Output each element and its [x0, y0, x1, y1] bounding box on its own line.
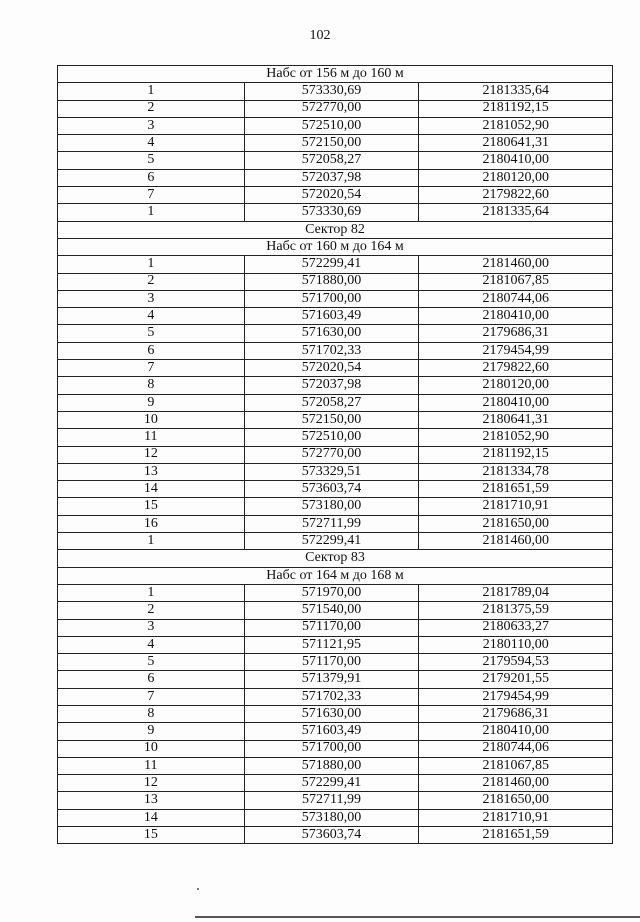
y-coordinate-cell: 2180410,00 — [419, 152, 613, 169]
table-row — [58, 325, 613, 342]
x-coordinate-cell: 573330,69 — [244, 204, 419, 221]
point-number-cell: 6 — [58, 671, 245, 688]
table-row — [58, 204, 613, 221]
table-row — [58, 688, 613, 705]
point-number-cell: 12 — [58, 775, 245, 792]
x-coordinate-cell: 571170,00 — [244, 619, 419, 636]
point-number-cell: 15 — [58, 498, 245, 515]
y-coordinate-cell: 2181650,00 — [419, 792, 613, 809]
x-coordinate-cell: 571603,49 — [244, 723, 419, 740]
x-coordinate-cell: 571700,00 — [244, 740, 419, 757]
y-coordinate-cell: 2181335,64 — [419, 83, 613, 100]
y-coordinate-cell: 2180744,06 — [419, 740, 613, 757]
point-number-cell: 2 — [58, 273, 245, 290]
point-number-cell: 3 — [58, 619, 245, 636]
x-coordinate-cell: 572037,98 — [244, 377, 419, 394]
point-number-cell: 3 — [58, 290, 245, 307]
point-number-cell: 13 — [58, 792, 245, 809]
table-row — [58, 619, 613, 636]
point-number-cell: 12 — [58, 446, 245, 463]
table-row — [58, 290, 613, 307]
table-row — [58, 152, 613, 169]
x-coordinate-cell: 572299,41 — [244, 775, 419, 792]
section-header: Набс от 160 м до 164 м — [58, 238, 613, 255]
y-coordinate-cell: 2181375,59 — [419, 602, 613, 619]
y-coordinate-cell: 2181460,00 — [419, 533, 613, 550]
y-coordinate-cell: 2180120,00 — [419, 169, 613, 186]
point-number-cell: 15 — [58, 827, 245, 844]
point-number-cell: 5 — [58, 654, 245, 671]
x-coordinate-cell: 572020,54 — [244, 360, 419, 377]
table-row — [58, 533, 613, 550]
table-row — [58, 429, 613, 446]
table-row — [58, 377, 613, 394]
table-row — [58, 342, 613, 359]
y-coordinate-cell: 2181067,85 — [419, 273, 613, 290]
y-coordinate-cell: 2179686,31 — [419, 705, 613, 722]
table-row — [58, 671, 613, 688]
table-row — [58, 809, 613, 826]
x-coordinate-cell: 572770,00 — [244, 100, 419, 117]
x-coordinate-cell: 571603,49 — [244, 308, 419, 325]
y-coordinate-cell: 2181460,00 — [419, 775, 613, 792]
point-number-cell: 2 — [58, 602, 245, 619]
table-section-header-row — [58, 66, 613, 83]
point-number-cell: 1 — [58, 533, 245, 550]
table-row — [58, 792, 613, 809]
y-coordinate-cell: 2181651,59 — [419, 481, 613, 498]
table-section-header-row — [58, 221, 613, 238]
point-number-cell: 8 — [58, 377, 245, 394]
x-coordinate-cell: 571540,00 — [244, 602, 419, 619]
point-number-cell: 4 — [58, 308, 245, 325]
x-coordinate-cell: 572037,98 — [244, 169, 419, 186]
section-header: Набс от 156 м до 160 м — [58, 66, 613, 83]
x-coordinate-cell: 572711,99 — [244, 515, 419, 532]
y-coordinate-cell: 2180110,00 — [419, 636, 613, 653]
x-coordinate-cell: 573329,51 — [244, 463, 419, 480]
y-coordinate-cell: 2181710,91 — [419, 498, 613, 515]
y-coordinate-cell: 2179594,53 — [419, 654, 613, 671]
x-coordinate-cell: 571880,00 — [244, 757, 419, 774]
table-row — [58, 273, 613, 290]
y-coordinate-cell: 2179822,60 — [419, 360, 613, 377]
y-coordinate-cell: 2180410,00 — [419, 723, 613, 740]
table-row — [58, 360, 613, 377]
point-number-cell: 1 — [58, 584, 245, 601]
table-row — [58, 654, 613, 671]
y-coordinate-cell: 2181052,90 — [419, 429, 613, 446]
x-coordinate-cell: 573603,74 — [244, 827, 419, 844]
x-coordinate-cell: 572150,00 — [244, 135, 419, 152]
y-coordinate-cell: 2179201,55 — [419, 671, 613, 688]
x-coordinate-cell: 571702,33 — [244, 688, 419, 705]
table-row — [58, 602, 613, 619]
coordinates-table — [57, 65, 613, 844]
y-coordinate-cell: 2181052,90 — [419, 117, 613, 134]
y-coordinate-cell: 2180633,27 — [419, 619, 613, 636]
table-section-header-row — [58, 567, 613, 584]
table-row — [58, 498, 613, 515]
x-coordinate-cell: 572299,41 — [244, 256, 419, 273]
point-number-cell: 9 — [58, 723, 245, 740]
point-number-cell: 3 — [58, 117, 245, 134]
point-number-cell: 16 — [58, 515, 245, 532]
table-row — [58, 827, 613, 844]
point-number-cell: 1 — [58, 204, 245, 221]
scan-edge-line — [195, 916, 640, 918]
point-number-cell: 13 — [58, 463, 245, 480]
x-coordinate-cell: 571630,00 — [244, 705, 419, 722]
y-coordinate-cell: 2181335,64 — [419, 204, 613, 221]
x-coordinate-cell: 571121,95 — [244, 636, 419, 653]
table-row — [58, 100, 613, 117]
y-coordinate-cell: 2181334,78 — [419, 463, 613, 480]
point-number-cell: 9 — [58, 394, 245, 411]
x-coordinate-cell: 573330,69 — [244, 83, 419, 100]
point-number-cell: 10 — [58, 411, 245, 428]
x-coordinate-cell: 572510,00 — [244, 429, 419, 446]
point-number-cell: 4 — [58, 135, 245, 152]
x-coordinate-cell: 572770,00 — [244, 446, 419, 463]
x-coordinate-cell: 571880,00 — [244, 273, 419, 290]
section-header: Сектор 82 — [58, 221, 613, 238]
y-coordinate-cell: 2180641,31 — [419, 411, 613, 428]
x-coordinate-cell: 572510,00 — [244, 117, 419, 134]
y-coordinate-cell: 2179454,99 — [419, 688, 613, 705]
point-number-cell: 7 — [58, 360, 245, 377]
table-row — [58, 135, 613, 152]
x-coordinate-cell: 571379,91 — [244, 671, 419, 688]
y-coordinate-cell: 2181192,15 — [419, 446, 613, 463]
table-row — [58, 394, 613, 411]
table-section-header-row — [58, 238, 613, 255]
y-coordinate-cell: 2179822,60 — [419, 187, 613, 204]
x-coordinate-cell: 571170,00 — [244, 654, 419, 671]
x-coordinate-cell: 573180,00 — [244, 498, 419, 515]
y-coordinate-cell: 2181651,59 — [419, 827, 613, 844]
coordinates-table-body — [58, 66, 613, 844]
x-coordinate-cell: 572711,99 — [244, 792, 419, 809]
table-row — [58, 775, 613, 792]
y-coordinate-cell: 2180641,31 — [419, 135, 613, 152]
table-section-header-row — [58, 550, 613, 567]
x-coordinate-cell: 572299,41 — [244, 533, 419, 550]
table-row — [58, 740, 613, 757]
table-row — [58, 187, 613, 204]
x-coordinate-cell: 571702,33 — [244, 342, 419, 359]
point-number-cell: 1 — [58, 256, 245, 273]
x-coordinate-cell: 572020,54 — [244, 187, 419, 204]
x-coordinate-cell: 573180,00 — [244, 809, 419, 826]
y-coordinate-cell: 2181067,85 — [419, 757, 613, 774]
table-row — [58, 515, 613, 532]
y-coordinate-cell: 2181192,15 — [419, 100, 613, 117]
table-row — [58, 169, 613, 186]
x-coordinate-cell: 572058,27 — [244, 394, 419, 411]
point-number-cell: 6 — [58, 342, 245, 359]
point-number-cell: 6 — [58, 169, 245, 186]
y-coordinate-cell: 2180120,00 — [419, 377, 613, 394]
section-header: Сектор 83 — [58, 550, 613, 567]
x-coordinate-cell: 572150,00 — [244, 411, 419, 428]
point-number-cell: 14 — [58, 481, 245, 498]
table-row — [58, 463, 613, 480]
y-coordinate-cell: 2180744,06 — [419, 290, 613, 307]
scan-mark — [197, 888, 199, 890]
point-number-cell: 4 — [58, 636, 245, 653]
y-coordinate-cell: 2181789,04 — [419, 584, 613, 601]
y-coordinate-cell: 2180410,00 — [419, 394, 613, 411]
table-row — [58, 723, 613, 740]
x-coordinate-cell: 572058,27 — [244, 152, 419, 169]
page-number: 102 — [309, 28, 331, 43]
point-number-cell: 11 — [58, 757, 245, 774]
point-number-cell: 11 — [58, 429, 245, 446]
table-row — [58, 705, 613, 722]
point-number-cell: 14 — [58, 809, 245, 826]
table-row — [58, 308, 613, 325]
y-coordinate-cell: 2181650,00 — [419, 515, 613, 532]
point-number-cell: 7 — [58, 187, 245, 204]
table-row — [58, 636, 613, 653]
point-number-cell: 1 — [58, 83, 245, 100]
table-row — [58, 584, 613, 601]
y-coordinate-cell: 2180410,00 — [419, 308, 613, 325]
point-number-cell: 5 — [58, 325, 245, 342]
y-coordinate-cell: 2181460,00 — [419, 256, 613, 273]
y-coordinate-cell: 2179686,31 — [419, 325, 613, 342]
point-number-cell: 7 — [58, 688, 245, 705]
table-row — [58, 83, 613, 100]
table-row — [58, 117, 613, 134]
x-coordinate-cell: 573603,74 — [244, 481, 419, 498]
table-row — [58, 446, 613, 463]
point-number-cell: 5 — [58, 152, 245, 169]
section-header: Набс от 164 м до 168 м — [58, 567, 613, 584]
point-number-cell: 2 — [58, 100, 245, 117]
y-coordinate-cell: 2179454,99 — [419, 342, 613, 359]
table-row — [58, 411, 613, 428]
x-coordinate-cell: 571630,00 — [244, 325, 419, 342]
y-coordinate-cell: 2181710,91 — [419, 809, 613, 826]
table-row — [58, 481, 613, 498]
table-row — [58, 256, 613, 273]
x-coordinate-cell: 571700,00 — [244, 290, 419, 307]
point-number-cell: 10 — [58, 740, 245, 757]
point-number-cell: 8 — [58, 705, 245, 722]
table-row — [58, 757, 613, 774]
x-coordinate-cell: 571970,00 — [244, 584, 419, 601]
